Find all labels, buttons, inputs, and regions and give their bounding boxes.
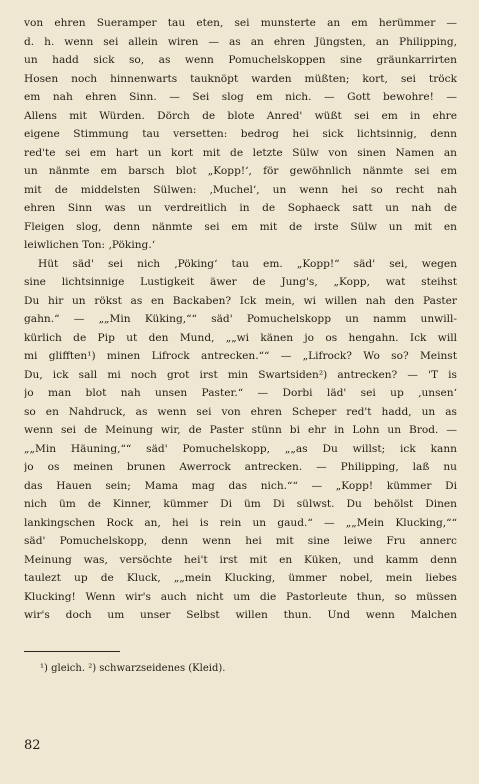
page-number: 82 xyxy=(24,738,41,753)
text-line: ehren Sinn was un verdreitlich in de Sophaeck satt un nah de xyxy=(24,202,457,214)
footnote-rule xyxy=(24,651,120,652)
text-line: sine lichtsinnige Lustigkeit äwer de Jung's, „Kopp, wat steihst xyxy=(24,276,457,288)
text-line: Allens mit Würden. Dörch de blote Anred' wüßt sei em in ehre xyxy=(24,109,457,122)
text-line: Hosen noch hinnenwarts tauknöpt warden müßten; kort, sei tröck xyxy=(24,72,457,85)
text-line: un hadd sick so, as wenn Pomuchelskoppen sine gräunkarrirten xyxy=(24,54,457,66)
text-line: Meinung was, versöchte hei't irst mit en Küken, und kamm denn xyxy=(24,553,457,566)
text-line: red'te sei em hart un kort mit de letzte Sülw von sinen Namen an xyxy=(24,146,457,159)
text-line: kürlich de Pip ut den Mund, „„wi känen jo os hengahn. Ick will xyxy=(24,331,457,344)
text-line: un nänmte em barsch blot „Kopp!‘, för gewöhnlich nänmte sei em xyxy=(24,165,457,177)
body-text xyxy=(24,14,457,625)
text-line: d. h. wenn sei allein wiren — as an ehren Jüngsten, an Philipping, xyxy=(24,35,457,48)
footnote: ¹) gleich. ²) schwarzseidenes (Kleid). xyxy=(40,662,226,674)
text-line: nich üm de Kinner, kümmer Di üm Di sülwst. Du behölst Dinen xyxy=(24,498,457,510)
text-line: eigene Stimmung tau versetten: bedrog hei sick lichtsinnig, denn xyxy=(24,128,457,140)
text-line: Hüt säd' sei nich ‚Pöking‘ tau em. „Kopp!“ säd' sei, wegen xyxy=(38,257,457,270)
text-line: lankingschen Rock an, hei is rein un gaud.“ — „„Mein Klucking,““ xyxy=(24,516,457,529)
text-line: leiwlichen Ton: ‚Pöking.‘ xyxy=(24,239,156,251)
text-line: säd' Pomuchelskopp, denn wenn hei mit sine leiwe Fru annerc xyxy=(24,535,457,547)
text-line: wenn sei de Meinung wir, de Paster stünn bi ehr in Lohn un Brod. — xyxy=(24,424,457,436)
text-line: das Hauen sein; Mama mag das nich.““ — „Kopp! kümmer Di xyxy=(24,479,457,492)
text-line: Fleigen slog, denn nänmte sei em mit de irste Sülw un mit en xyxy=(24,220,457,233)
text-line: taulezt up de Kluck, „„mein Klucking, ümmer nobel, mein liebes xyxy=(24,572,457,584)
text-line: jo man blot nah unsen Paster.“ — Dorbi läd' sei up ‚unsen‘ xyxy=(24,387,457,399)
text-line: mit de middelsten Sülwen: ‚Muchel‘, un wenn hei so recht nah xyxy=(24,183,457,196)
text-line: mi glifften¹) minen Lifrock antrecken.““ — „Lifrock? Wo so? Meinst xyxy=(24,350,457,362)
text-line: von ehren Sueramper tau eten, sei munsterte an em herümmer — xyxy=(24,17,457,29)
text-line: em nah ehren Sinn. — Sei slog em nich. — Gott bewohre! — xyxy=(24,91,457,103)
text-line: gahn.“ — „„Min Küking,““ säd' Pomuchelskopp un namm unwill- xyxy=(24,313,457,325)
text-line: jo os meinen brunen Awerrock antrecken. — Philipping, laß nu xyxy=(24,461,457,473)
text-line: Du, ick sall mi noch grot irst min Swartsiden²) antrecken? — 'T is xyxy=(24,368,457,381)
text-line: Du hir un rökst as en Backaben? Ick mein, wi willen nah den Paster xyxy=(24,294,457,307)
text-line: Klucking! Wenn wir's auch nicht um die Pastorleute thun, so müssen xyxy=(24,590,457,603)
text-line: wir's doch um unser Selbst willen thun. Und wenn Malchen xyxy=(24,609,457,621)
text-line: „„Min Häuning,““ säd' Pomuchelskopp, „„as Du willst; ick kann xyxy=(24,442,457,455)
text-line: so en Nahdruck, as wenn sei von ehren Scheper red't hadd, un as xyxy=(24,405,457,418)
